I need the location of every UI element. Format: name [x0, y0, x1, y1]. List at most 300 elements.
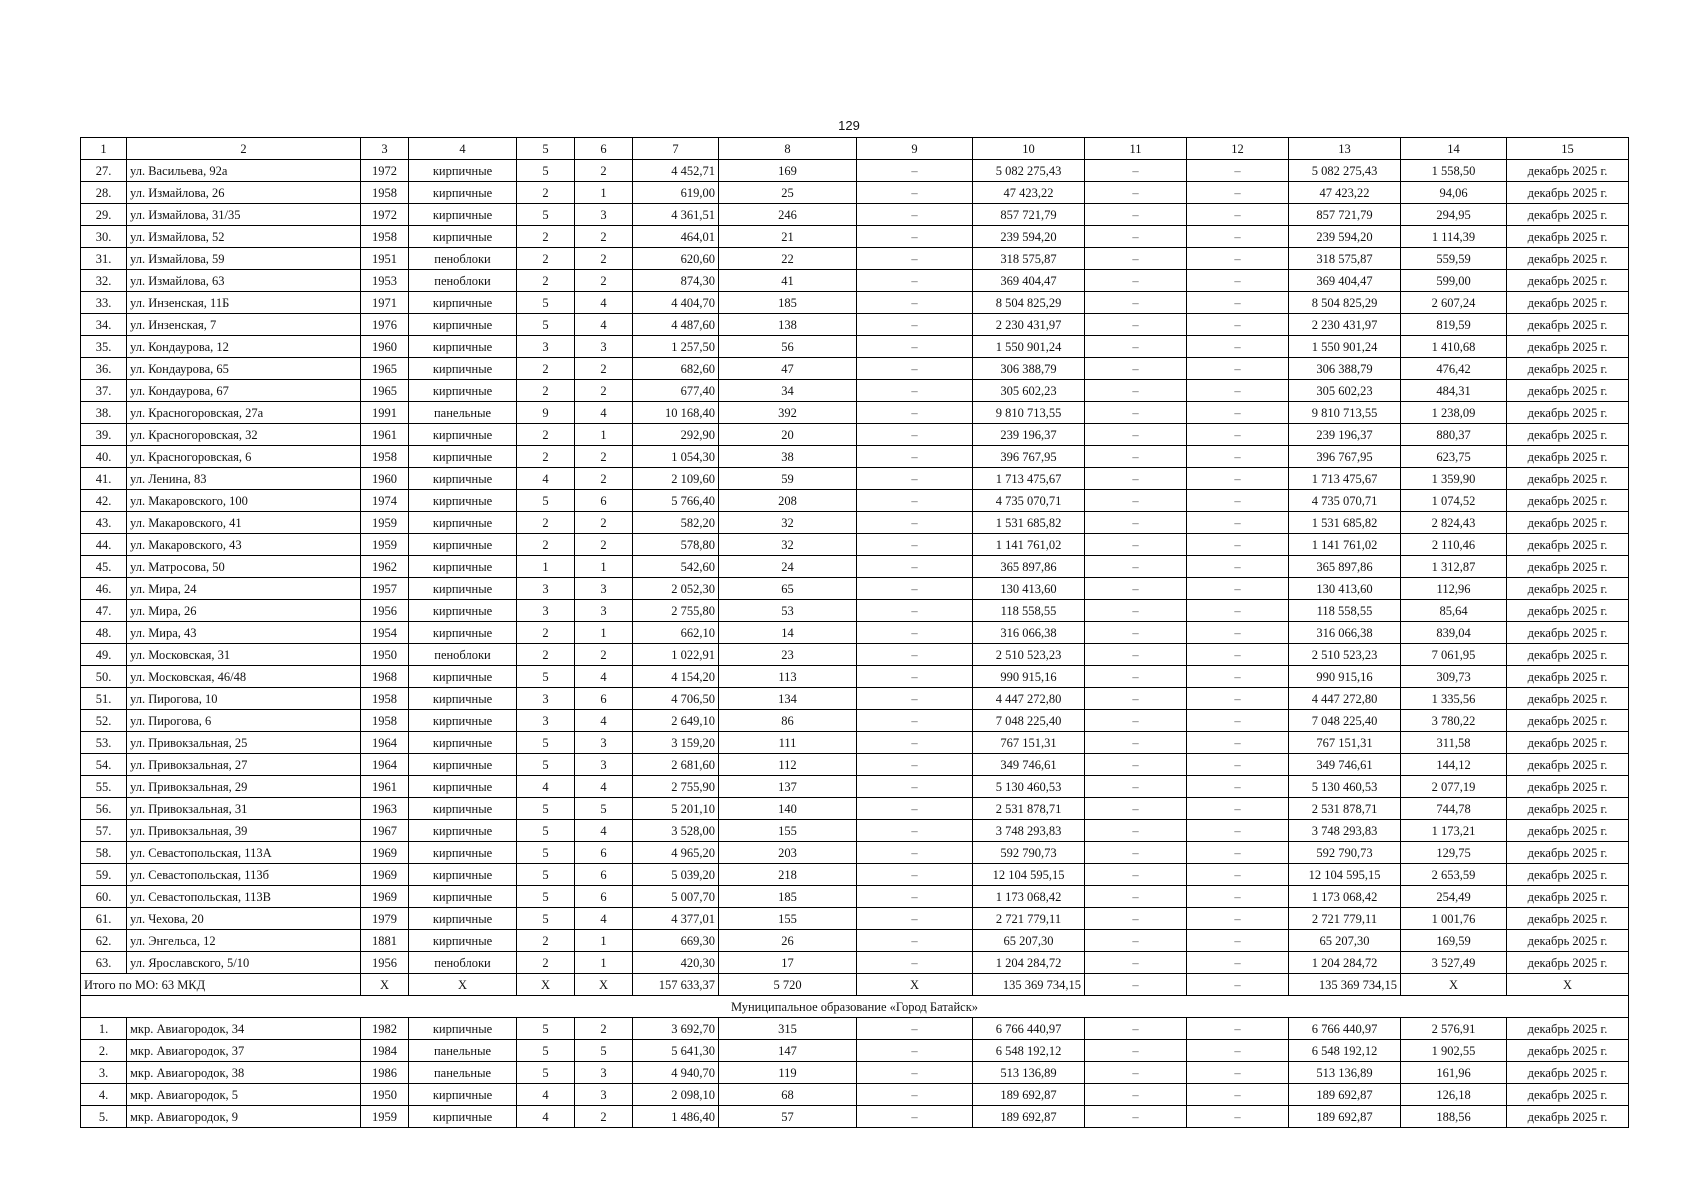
cell-col-11: – [1085, 556, 1187, 578]
cell-address: ул. Красногоровская, 32 [127, 424, 361, 446]
cell-entrances: 6 [575, 688, 633, 710]
table-row [81, 358, 1629, 380]
cell-col-9: – [857, 204, 973, 226]
cell-row-number: 42. [81, 490, 127, 512]
cell-completion-date: декабрь 2025 г. [1507, 820, 1629, 842]
table-row [81, 952, 1629, 974]
cell-entrances: 2 [575, 644, 633, 666]
table-row [81, 468, 1629, 490]
cell-address: ул. Энгельса, 12 [127, 930, 361, 952]
cell-residents: 246 [719, 204, 857, 226]
cell-wall-material: пеноблоки [409, 644, 517, 666]
cell-total-area: 2 681,60 [633, 754, 719, 776]
cell-total-area: 662,10 [633, 622, 719, 644]
cell-total-area: 4 404,70 [633, 292, 719, 314]
cell-col-11: – [1085, 1084, 1187, 1106]
cell-col-9: – [857, 710, 973, 732]
cell-col-9: – [857, 468, 973, 490]
cell-wall-material: кирпичные [409, 292, 517, 314]
total-cell-floors: X [517, 974, 575, 996]
cell-cost-total: 365 897,86 [973, 556, 1085, 578]
cell-cost-fund: 1 173 068,42 [1289, 886, 1401, 908]
cell-cost-per-sqm: 294,95 [1401, 204, 1507, 226]
cell-col-9: – [857, 820, 973, 842]
cell-cost-per-sqm: 1 312,87 [1401, 556, 1507, 578]
cell-year-built: 1968 [361, 666, 409, 688]
cell-cost-fund: 592 790,73 [1289, 842, 1401, 864]
column-header-10: 10 [973, 138, 1085, 160]
table-row [81, 1062, 1629, 1084]
cell-residents: 140 [719, 798, 857, 820]
cell-col-11: – [1085, 864, 1187, 886]
cell-address: ул. Привокзальная, 39 [127, 820, 361, 842]
cell-total-area: 5 039,20 [633, 864, 719, 886]
cell-cost-per-sqm: 254,49 [1401, 886, 1507, 908]
cell-total-area: 3 528,00 [633, 820, 719, 842]
column-header-2: 2 [127, 138, 361, 160]
cell-floors: 1 [517, 556, 575, 578]
cell-residents: 17 [719, 952, 857, 974]
cell-col-9: – [857, 1062, 973, 1084]
cell-residents: 26 [719, 930, 857, 952]
cell-floors: 2 [517, 952, 575, 974]
cell-year-built: 1958 [361, 710, 409, 732]
cell-address: ул. Измайлова, 31/35 [127, 204, 361, 226]
cell-col-11: – [1085, 1062, 1187, 1084]
cell-residents: 392 [719, 402, 857, 424]
cell-address: мкр. Авиагородок, 37 [127, 1040, 361, 1062]
cell-total-area: 4 965,20 [633, 842, 719, 864]
cell-cost-total: 5 130 460,53 [973, 776, 1085, 798]
cell-completion-date: декабрь 2025 г. [1507, 908, 1629, 930]
cell-entrances: 5 [575, 1040, 633, 1062]
cell-row-number: 34. [81, 314, 127, 336]
total-cell-wall-material: X [409, 974, 517, 996]
cell-col-11: – [1085, 908, 1187, 930]
cell-cost-total: 396 767,95 [973, 446, 1085, 468]
cell-col-9: – [857, 380, 973, 402]
cell-col-12: – [1187, 556, 1289, 578]
cell-col-9: – [857, 1106, 973, 1128]
cell-entrances: 2 [575, 468, 633, 490]
cell-completion-date: декабрь 2025 г. [1507, 886, 1629, 908]
cell-entrances: 4 [575, 292, 633, 314]
cell-floors: 5 [517, 732, 575, 754]
cell-year-built: 1969 [361, 842, 409, 864]
cell-year-built: 1959 [361, 512, 409, 534]
table-row [81, 1084, 1629, 1106]
cell-cost-total: 592 790,73 [973, 842, 1085, 864]
cell-address: ул. Макаровского, 100 [127, 490, 361, 512]
cell-cost-total: 5 082 275,43 [973, 160, 1085, 182]
cell-year-built: 1958 [361, 446, 409, 468]
cell-col-9: – [857, 512, 973, 534]
cell-total-area: 2 755,90 [633, 776, 719, 798]
cell-entrances: 3 [575, 732, 633, 754]
cell-cost-per-sqm: 1 902,55 [1401, 1040, 1507, 1062]
cell-cost-fund: 2 230 431,97 [1289, 314, 1401, 336]
cell-cost-total: 316 066,38 [973, 622, 1085, 644]
table-row [81, 1018, 1629, 1040]
cell-cost-total: 130 413,60 [973, 578, 1085, 600]
cell-col-12: – [1187, 446, 1289, 468]
cell-row-number: 59. [81, 864, 127, 886]
cell-floors: 2 [517, 182, 575, 204]
cell-col-9: – [857, 292, 973, 314]
cell-col-12: – [1187, 292, 1289, 314]
cell-entrances: 5 [575, 798, 633, 820]
cell-total-area: 4 706,50 [633, 688, 719, 710]
cell-entrances: 4 [575, 666, 633, 688]
cell-cost-total: 118 558,55 [973, 600, 1085, 622]
cell-col-11: – [1085, 798, 1187, 820]
cell-cost-total: 239 196,37 [973, 424, 1085, 446]
cell-completion-date: декабрь 2025 г. [1507, 490, 1629, 512]
cell-year-built: 1986 [361, 1062, 409, 1084]
cell-residents: 119 [719, 1062, 857, 1084]
cell-address: ул. Севастопольская, 113А [127, 842, 361, 864]
cell-row-number: 61. [81, 908, 127, 930]
cell-completion-date: декабрь 2025 г. [1507, 446, 1629, 468]
cell-total-area: 420,30 [633, 952, 719, 974]
cell-year-built: 1984 [361, 1040, 409, 1062]
cell-year-built: 1881 [361, 930, 409, 952]
cell-cost-per-sqm: 144,12 [1401, 754, 1507, 776]
cell-cost-fund: 1 550 901,24 [1289, 336, 1401, 358]
cell-cost-total: 306 388,79 [973, 358, 1085, 380]
cell-floors: 5 [517, 666, 575, 688]
cell-col-11: – [1085, 886, 1187, 908]
cell-wall-material: кирпичные [409, 446, 517, 468]
cell-col-12: – [1187, 490, 1289, 512]
cell-cost-total: 6 766 440,97 [973, 1018, 1085, 1040]
cell-col-11: – [1085, 1106, 1187, 1128]
cell-year-built: 1964 [361, 754, 409, 776]
total-cell-col-12: – [1187, 974, 1289, 996]
cell-wall-material: кирпичные [409, 358, 517, 380]
cell-floors: 5 [517, 820, 575, 842]
cell-year-built: 1991 [361, 402, 409, 424]
cell-address: ул. Кондаурова, 67 [127, 380, 361, 402]
table-row [81, 248, 1629, 270]
cell-cost-per-sqm: 1 114,39 [1401, 226, 1507, 248]
cell-cost-fund: 318 575,87 [1289, 248, 1401, 270]
cell-completion-date: декабрь 2025 г. [1507, 314, 1629, 336]
cell-total-area: 874,30 [633, 270, 719, 292]
cell-cost-total: 857 721,79 [973, 204, 1085, 226]
cell-wall-material: кирпичные [409, 534, 517, 556]
cell-cost-fund: 396 767,95 [1289, 446, 1401, 468]
cell-cost-fund: 6 766 440,97 [1289, 1018, 1401, 1040]
cell-wall-material: панельные [409, 402, 517, 424]
table-row [81, 688, 1629, 710]
cell-wall-material: кирпичные [409, 556, 517, 578]
cell-cost-per-sqm: 1 410,68 [1401, 336, 1507, 358]
cell-entrances: 3 [575, 1084, 633, 1106]
cell-floors: 2 [517, 380, 575, 402]
cell-year-built: 1962 [361, 556, 409, 578]
total-cell-col-11: – [1085, 974, 1187, 996]
cell-year-built: 1959 [361, 534, 409, 556]
cell-wall-material: кирпичные [409, 512, 517, 534]
cell-entrances: 4 [575, 820, 633, 842]
total-label: Итого по МО: 63 МКД [81, 974, 361, 996]
cell-col-9: – [857, 776, 973, 798]
cell-completion-date: декабрь 2025 г. [1507, 160, 1629, 182]
cell-cost-total: 318 575,87 [973, 248, 1085, 270]
cell-cost-total: 2 721 779,11 [973, 908, 1085, 930]
cell-cost-total: 2 230 431,97 [973, 314, 1085, 336]
cell-residents: 34 [719, 380, 857, 402]
cell-completion-date: декабрь 2025 г. [1507, 380, 1629, 402]
cell-floors: 4 [517, 468, 575, 490]
cell-col-9: – [857, 864, 973, 886]
cell-residents: 68 [719, 1084, 857, 1106]
table-row [81, 534, 1629, 556]
cell-total-area: 619,00 [633, 182, 719, 204]
column-header-15: 15 [1507, 138, 1629, 160]
cell-address: ул. Васильева, 92а [127, 160, 361, 182]
cell-address: ул. Пирогова, 10 [127, 688, 361, 710]
cell-address: ул. Измайлова, 52 [127, 226, 361, 248]
cell-total-area: 1 486,40 [633, 1106, 719, 1128]
cell-floors: 5 [517, 160, 575, 182]
cell-cost-per-sqm: 1 238,09 [1401, 402, 1507, 424]
cell-col-12: – [1187, 644, 1289, 666]
cell-completion-date: декабрь 2025 г. [1507, 710, 1629, 732]
cell-wall-material: кирпичные [409, 710, 517, 732]
cell-completion-date: декабрь 2025 г. [1507, 578, 1629, 600]
cell-completion-date: декабрь 2025 г. [1507, 1106, 1629, 1128]
cell-residents: 218 [719, 864, 857, 886]
cell-col-9: – [857, 798, 973, 820]
cell-year-built: 1965 [361, 358, 409, 380]
cell-total-area: 5 641,30 [633, 1040, 719, 1062]
cell-residents: 113 [719, 666, 857, 688]
cell-col-9: – [857, 402, 973, 424]
cell-cost-fund: 4 447 272,80 [1289, 688, 1401, 710]
cell-year-built: 1950 [361, 1084, 409, 1106]
cell-cost-fund: 513 136,89 [1289, 1062, 1401, 1084]
table-row [81, 820, 1629, 842]
cell-cost-per-sqm: 744,78 [1401, 798, 1507, 820]
cell-total-area: 3 692,70 [633, 1018, 719, 1040]
cell-cost-fund: 1 531 685,82 [1289, 512, 1401, 534]
cell-residents: 41 [719, 270, 857, 292]
cell-address: ул. Привокзальная, 25 [127, 732, 361, 754]
cell-residents: 21 [719, 226, 857, 248]
cell-col-12: – [1187, 622, 1289, 644]
cell-col-11: – [1085, 446, 1187, 468]
cell-residents: 185 [719, 292, 857, 314]
cell-col-11: – [1085, 1018, 1187, 1040]
cell-floors: 2 [517, 270, 575, 292]
cell-col-11: – [1085, 578, 1187, 600]
cell-row-number: 56. [81, 798, 127, 820]
total-cell-col-9: X [857, 974, 973, 996]
cell-cost-per-sqm: 559,59 [1401, 248, 1507, 270]
cell-year-built: 1954 [361, 622, 409, 644]
cell-col-12: – [1187, 1040, 1289, 1062]
column-header-14: 14 [1401, 138, 1507, 160]
cell-completion-date: декабрь 2025 г. [1507, 754, 1629, 776]
cell-year-built: 1958 [361, 688, 409, 710]
cell-completion-date: декабрь 2025 г. [1507, 622, 1629, 644]
cell-entrances: 4 [575, 314, 633, 336]
cell-col-11: – [1085, 842, 1187, 864]
cell-col-12: – [1187, 226, 1289, 248]
cell-entrances: 2 [575, 160, 633, 182]
table-row [81, 556, 1629, 578]
cell-cost-fund: 349 746,61 [1289, 754, 1401, 776]
cell-row-number: 28. [81, 182, 127, 204]
cell-col-9: – [857, 534, 973, 556]
cell-cost-fund: 5 082 275,43 [1289, 160, 1401, 182]
cell-entrances: 3 [575, 204, 633, 226]
cell-address: ул. Красногоровская, 27а [127, 402, 361, 424]
cell-completion-date: декабрь 2025 г. [1507, 358, 1629, 380]
cell-floors: 3 [517, 336, 575, 358]
column-header-13: 13 [1289, 138, 1401, 160]
cell-completion-date: декабрь 2025 г. [1507, 864, 1629, 886]
cell-total-area: 4 487,60 [633, 314, 719, 336]
cell-wall-material: кирпичные [409, 908, 517, 930]
cell-floors: 3 [517, 710, 575, 732]
cell-cost-total: 189 692,87 [973, 1084, 1085, 1106]
cell-year-built: 1951 [361, 248, 409, 270]
cell-wall-material: кирпичные [409, 182, 517, 204]
table-row [81, 622, 1629, 644]
cell-col-12: – [1187, 886, 1289, 908]
table-row [81, 182, 1629, 204]
cell-col-12: – [1187, 468, 1289, 490]
cell-col-9: – [857, 952, 973, 974]
cell-year-built: 1965 [361, 380, 409, 402]
cell-cost-per-sqm: 839,04 [1401, 622, 1507, 644]
cell-row-number: 4. [81, 1084, 127, 1106]
table-row [81, 666, 1629, 688]
cell-col-11: – [1085, 776, 1187, 798]
housing-repair-table [80, 137, 1629, 1128]
cell-entrances: 4 [575, 402, 633, 424]
cell-row-number: 27. [81, 160, 127, 182]
cell-col-11: – [1085, 292, 1187, 314]
cell-cost-fund: 1 141 761,02 [1289, 534, 1401, 556]
cell-col-11: – [1085, 358, 1187, 380]
cell-row-number: 36. [81, 358, 127, 380]
table-row [81, 754, 1629, 776]
cell-cost-per-sqm: 3 780,22 [1401, 710, 1507, 732]
cell-col-11: – [1085, 930, 1187, 952]
cell-wall-material: кирпичные [409, 842, 517, 864]
cell-row-number: 48. [81, 622, 127, 644]
cell-col-9: – [857, 578, 973, 600]
cell-cost-total: 1 713 475,67 [973, 468, 1085, 490]
cell-cost-fund: 369 404,47 [1289, 270, 1401, 292]
cell-row-number: 52. [81, 710, 127, 732]
cell-cost-total: 6 548 192,12 [973, 1040, 1085, 1062]
cell-entrances: 3 [575, 600, 633, 622]
cell-col-12: – [1187, 1062, 1289, 1084]
cell-year-built: 1969 [361, 864, 409, 886]
cell-address: ул. Мира, 26 [127, 600, 361, 622]
cell-col-11: – [1085, 534, 1187, 556]
cell-completion-date: декабрь 2025 г. [1507, 468, 1629, 490]
cell-col-11: – [1085, 490, 1187, 512]
cell-row-number: 45. [81, 556, 127, 578]
cell-year-built: 1950 [361, 644, 409, 666]
cell-row-number: 63. [81, 952, 127, 974]
cell-entrances: 6 [575, 864, 633, 886]
cell-col-9: – [857, 688, 973, 710]
cell-address: ул. Кондаурова, 65 [127, 358, 361, 380]
cell-address: ул. Инзенская, 7 [127, 314, 361, 336]
cell-col-12: – [1187, 842, 1289, 864]
cell-residents: 14 [719, 622, 857, 644]
cell-year-built: 1974 [361, 490, 409, 512]
cell-col-11: – [1085, 732, 1187, 754]
cell-row-number: 43. [81, 512, 127, 534]
cell-floors: 5 [517, 908, 575, 930]
cell-cost-fund: 189 692,87 [1289, 1084, 1401, 1106]
cell-floors: 2 [517, 644, 575, 666]
cell-address: ул. Красногоровская, 6 [127, 446, 361, 468]
cell-col-11: – [1085, 468, 1187, 490]
cell-cost-total: 1 173 068,42 [973, 886, 1085, 908]
cell-year-built: 1959 [361, 1106, 409, 1128]
cell-floors: 5 [517, 864, 575, 886]
cell-completion-date: декабрь 2025 г. [1507, 952, 1629, 974]
cell-cost-fund: 316 066,38 [1289, 622, 1401, 644]
cell-cost-fund: 7 048 225,40 [1289, 710, 1401, 732]
cell-residents: 203 [719, 842, 857, 864]
cell-row-number: 51. [81, 688, 127, 710]
cell-cost-per-sqm: 484,31 [1401, 380, 1507, 402]
cell-address: ул. Измайлова, 59 [127, 248, 361, 270]
cell-col-11: – [1085, 600, 1187, 622]
cell-row-number: 38. [81, 402, 127, 424]
cell-total-area: 10 168,40 [633, 402, 719, 424]
cell-col-9: – [857, 556, 973, 578]
cell-col-9: – [857, 622, 973, 644]
cell-row-number: 41. [81, 468, 127, 490]
cell-completion-date: декабрь 2025 г. [1507, 270, 1629, 292]
cell-col-9: – [857, 226, 973, 248]
cell-completion-date: декабрь 2025 г. [1507, 248, 1629, 270]
cell-wall-material: кирпичные [409, 578, 517, 600]
cell-address: ул. Матросова, 50 [127, 556, 361, 578]
cell-col-12: – [1187, 798, 1289, 820]
table-row [81, 490, 1629, 512]
cell-col-9: – [857, 446, 973, 468]
cell-col-12: – [1187, 314, 1289, 336]
table-row [81, 226, 1629, 248]
cell-wall-material: кирпичные [409, 1018, 517, 1040]
cell-address: ул. Кондаурова, 12 [127, 336, 361, 358]
cell-address: ул. Привокзальная, 31 [127, 798, 361, 820]
cell-col-11: – [1085, 204, 1187, 226]
cell-cost-fund: 9 810 713,55 [1289, 402, 1401, 424]
cell-total-area: 5 007,70 [633, 886, 719, 908]
page-number: 129 [838, 118, 860, 133]
cell-total-area: 3 159,20 [633, 732, 719, 754]
table-row [81, 160, 1629, 182]
cell-floors: 5 [517, 798, 575, 820]
cell-cost-total: 7 048 225,40 [973, 710, 1085, 732]
cell-floors: 2 [517, 248, 575, 270]
cell-col-11: – [1085, 336, 1187, 358]
cell-address: ул. Измайлова, 26 [127, 182, 361, 204]
